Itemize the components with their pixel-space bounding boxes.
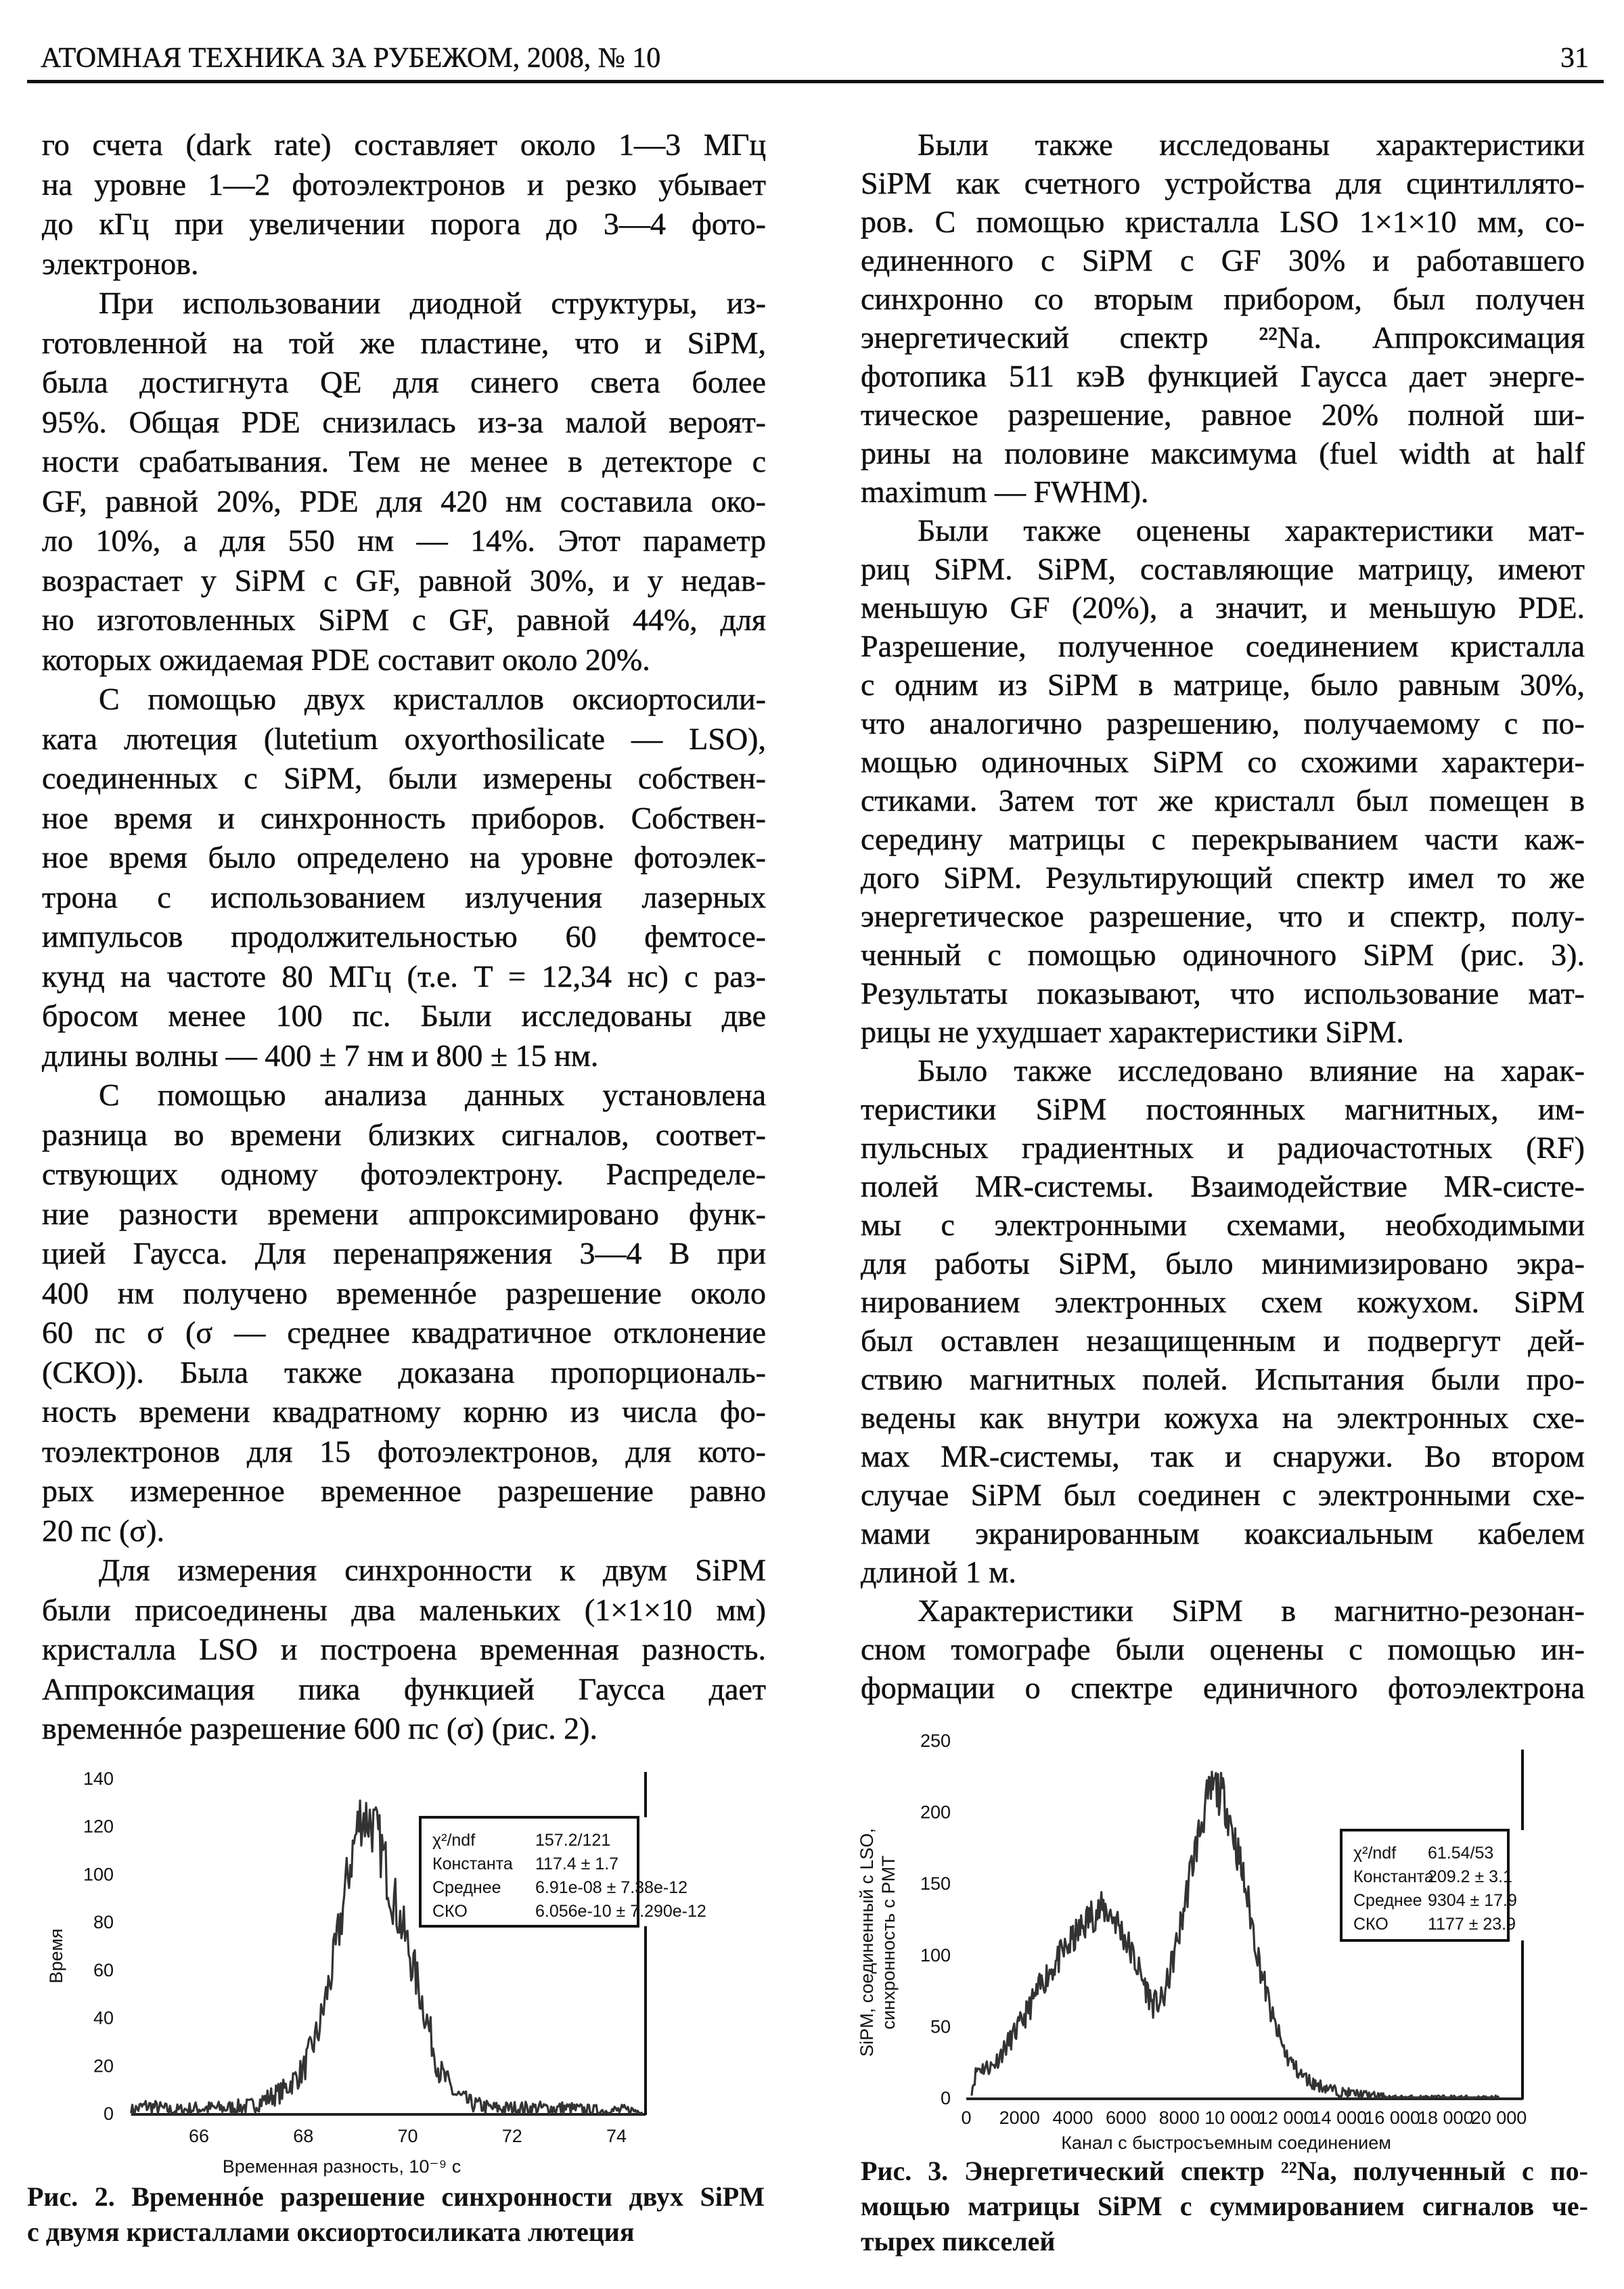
text-line: Аппроксимация пика функцией Гаусса дает	[42, 1671, 766, 1706]
text-line: Были также оценены характеристики мат-	[918, 513, 1585, 548]
text-line: ность времени квадратному корню из числа фо-	[42, 1394, 766, 1429]
text-line: для работы SiPM, было минимизировано экра-	[861, 1246, 1585, 1281]
x-axis-title: Временная разность, 10⁻⁹ с	[222, 2156, 461, 2177]
x-tick-label: 6000	[1106, 2108, 1147, 2128]
y-tick-label: 20	[93, 2055, 114, 2076]
text-line: дого SiPM. Результирующий спектр имел то же	[861, 860, 1585, 895]
x-tick-label: 20 000	[1470, 2108, 1527, 2128]
text-line: но изготовленных SiPM с GF, равной 44%, для	[42, 602, 766, 637]
text-line: ствующих одному фотоэлектрону. Распределе-	[42, 1157, 766, 1191]
fit-stat-label: χ²/ndf	[432, 1831, 476, 1850]
fit-stat-value: 209.2 ± 3.1	[1428, 1867, 1512, 1886]
x-axis-title: Канал с быстросъемным соединением	[1061, 2133, 1391, 2153]
fit-stat-label: Среднее	[432, 1878, 501, 1897]
text-line: го счета (dark rate) составляет около 1—3 МГц	[42, 127, 766, 162]
fit-stat-label: Среднее	[1353, 1891, 1422, 1910]
x-tick-label: 70	[397, 2126, 418, 2146]
caption-line: Рис. 3. Энергетический спектр ²²Na, полученный с по-	[861, 2156, 1588, 2186]
text-line: синхронно со вторым прибором, был получен	[861, 282, 1585, 316]
text-line: тоэлектронов для 15 фотоэлектронов, для кото-	[42, 1434, 766, 1469]
text-line: разница во времени близких сигналов, соответ-	[42, 1117, 766, 1152]
y-tick-label: 140	[83, 1769, 114, 1789]
text-line: Характеристики SiPM в магнитно-резонан-	[918, 1593, 1585, 1628]
x-tick-label: 8000	[1158, 2108, 1200, 2128]
page-number: 31	[1560, 43, 1589, 74]
text-line: Были также исследованы характеристики	[918, 127, 1585, 162]
figure-3-caption	[861, 2154, 1588, 2259]
text-line: ствию магнитных полей. Испытания были про-	[861, 1362, 1585, 1396]
text-line: мы с электронными схемами, необходимыми	[861, 1207, 1585, 1242]
text-line: которых ожидаемая PDE составит около 20%.	[42, 642, 650, 677]
text-line: кунд на частоте 80 МГц (т.е. T = 12,34 нс) с раз-	[42, 958, 766, 994]
text-line: кристалла LSO и построена временная разность.	[42, 1632, 766, 1666]
text-line: импульсов продолжительностью 60 фемтосе-	[42, 919, 766, 954]
text-line: был оставлен незащищенным и подвергут дей-	[861, 1323, 1585, 1358]
text-line: теристики SiPM постоянных магнитных, им-	[861, 1092, 1585, 1126]
text-line: GF, равной 20%, PDE для 420 нм составила око-	[42, 483, 766, 518]
text-line: Для измерения синхронности к двум SiPM	[99, 1553, 766, 1587]
figure-3-chart	[857, 1731, 1527, 2153]
text-line: энергетический спектр ²²Na. Аппроксимация	[861, 320, 1585, 355]
text-line: ное время и синхронность приборов. Собствен-	[42, 800, 766, 835]
text-line: 95%. Общая PDE снизилась из-за малой вероят-	[42, 404, 766, 439]
fit-stat-value: 9304 ± 17.9	[1428, 1891, 1517, 1910]
text-line: ров. С помощью кристалла LSO 1×1×10 мм, со-	[861, 204, 1585, 239]
text-line: 20 пс (σ).	[42, 1513, 164, 1548]
text-line: С помощью анализа данных установлена	[99, 1077, 766, 1112]
text-line: 60 пс σ (σ — среднее квадратичное отклонение	[42, 1315, 766, 1350]
y-tick-label: 50	[930, 2016, 951, 2037]
caption-line: мощью матрицы SiPM с суммированием сигналов че-	[861, 2191, 1588, 2221]
y-tick-label: 80	[93, 1912, 114, 1933]
text-line: мах MR-системы, так и снаружи. Во втором	[861, 1439, 1585, 1473]
y-axis-title: SiPM, соединенный с LSO,	[857, 1828, 877, 2057]
fit-stat-label: Константа	[1353, 1867, 1434, 1886]
x-tick-label: 72	[501, 2126, 522, 2146]
caption-line: тырех пикселей	[861, 2226, 1056, 2257]
fit-stat-label: СКО	[1353, 1915, 1389, 1934]
text-line: С помощью двух кристаллов оксиортосили-	[99, 682, 766, 716]
text-line: ведены как внутри кожуха на электронных схе-	[861, 1400, 1585, 1435]
text-line: была достигнута QE для синего света более	[42, 365, 766, 399]
text-line: нированием электронных схем кожухом. SiPM	[861, 1285, 1585, 1319]
fit-stat-label: СКО	[432, 1902, 468, 1921]
y-tick-label: 150	[920, 1873, 951, 1894]
fit-stat-value: 157.2/121	[535, 1831, 611, 1850]
y-tick-label: 120	[83, 1816, 114, 1837]
text-line: риц SiPM. SiPM, составляющие матрицу, имеют	[861, 552, 1585, 586]
y-tick-label: 60	[93, 1959, 114, 1980]
text-line: энергетическое разрешение, что и спектр, полу-	[861, 899, 1585, 933]
figure-2-caption	[27, 2179, 765, 2250]
text-line: стиками. Затем тот же кристалл был помещен в	[861, 783, 1585, 818]
x-tick-label: 16 000	[1364, 2108, 1420, 2128]
text-line: с одним из SiPM в матрице, было равным 30%,	[861, 667, 1585, 702]
text-line: мощью одиночных SiPM со схожими характери-	[861, 745, 1585, 779]
text-line: ло 10%, а для 550 нм — 14%. Этот параметр	[42, 523, 766, 558]
text-line: maximum — FWHM).	[861, 474, 1149, 509]
fit-stat-value: 1177 ± 23.9	[1428, 1915, 1516, 1934]
y-tick-label: 200	[920, 1802, 951, 1823]
fit-stat-value: 6.91e-08 ± 7.38e-12	[535, 1878, 687, 1897]
text-line: ние разности времени аппроксимировано функ-	[42, 1196, 766, 1231]
text-line: случае SiPM был соединен с электронными схе-	[861, 1477, 1585, 1512]
text-line: рины на половине максимума (fuel width at half	[861, 436, 1585, 470]
fit-stat-value: 117.4 ± 1.7	[535, 1854, 619, 1873]
text-line: тическое разрешение, равное 20% полной ши-	[861, 397, 1585, 432]
fit-stat-value: 61.54/53	[1428, 1844, 1494, 1863]
text-line: рицы не ухудшает характеристики SiPM.	[861, 1015, 1404, 1049]
text-line: что аналогично разрешению, получаемому с по-	[861, 706, 1585, 740]
text-line: трона с использованием излучения лазерных	[42, 879, 766, 914]
text-line: меньшую GF (20%), а значит, и меньшую PDE.	[861, 590, 1585, 625]
y-tick-label: 100	[920, 1944, 951, 1965]
y-tick-label: 0	[103, 2104, 114, 2124]
fit-stat-label: Константа	[432, 1854, 513, 1873]
text-line: длиной 1 м.	[861, 1555, 1016, 1589]
x-tick-label: 74	[606, 2126, 627, 2146]
y-tick-label: 100	[83, 1864, 114, 1885]
text-line: ката лютеция (lutetium oxyorthosilicate — LSO),	[42, 721, 766, 756]
x-tick-label: 2000	[999, 2108, 1040, 2128]
y-axis-title: Время	[46, 1928, 66, 1984]
text-line: SiPM как счетного устройства для сцинтиллято-	[861, 166, 1585, 200]
x-tick-label: 14 000	[1311, 2108, 1368, 2128]
text-line: фотопика 511 кэВ функцией Гаусса дает энерге-	[861, 359, 1585, 393]
y-axis-title: синхронность с PMT	[878, 1855, 899, 2030]
x-tick-label: 18 000	[1418, 2108, 1474, 2128]
figure-2-chart	[46, 1769, 706, 2177]
text-line: ное время было определено на уровне фотоэлек-	[42, 840, 766, 874]
x-tick-label: 10 000	[1204, 2108, 1261, 2128]
text-line: При использовании диодной структуры, из-	[99, 286, 766, 320]
y-tick-label: 40	[93, 2007, 114, 2028]
x-tick-label: 66	[188, 2126, 210, 2146]
text-line: Было также исследовано влияние на харак-	[918, 1053, 1585, 1088]
journal-header: АТОМНАЯ ТЕХНИКА ЗА РУБЕЖОМ, 2008, № 10	[41, 43, 661, 74]
text-line: Результаты показывают, что использование мат-	[861, 976, 1585, 1010]
text-line: рых измеренное временное разрешение равно	[42, 1473, 766, 1508]
caption-line: Рис. 2. Временнóе разрешение синхронности двух SiPM	[27, 2181, 765, 2212]
text-line: возрастает у SiPM с GF, равной 30%, и у недав-	[42, 562, 766, 598]
text-line: мами экранированным коаксиальным кабелем	[861, 1516, 1585, 1551]
y-tick-label: 250	[920, 1731, 951, 1751]
text-line: временнóе разрешение 600 пс (σ) (рис. 2).	[42, 1711, 597, 1746]
text-line: до кГц при увеличении порога до 3—4 фото-	[42, 206, 766, 241]
text-line: сном томографе были оценены с помощью ин-	[861, 1632, 1585, 1666]
text-line: формации о спектре единичного фотоэлектрона	[861, 1670, 1585, 1705]
fit-stat-value: 6.056e-10 ± 7.290e-12	[535, 1902, 706, 1921]
text-line: ности срабатывания. Тем не менее в детекторе с	[42, 444, 766, 479]
text-line: 400 нм получено временнóе разрешение около	[42, 1275, 766, 1310]
text-line: соединенных с SiPM, были измерены собствен-	[42, 761, 766, 795]
text-line: готовленной на той же пластине, что и SiPM,	[42, 325, 766, 360]
text-line: бросом менее 100 пс. Были исследованы две	[42, 998, 766, 1033]
x-tick-label: 4000	[1052, 2108, 1093, 2128]
text-line: цией Гаусса. Для перенапряжения 3—4 В при	[42, 1236, 766, 1270]
text-line: пульсных градиентных и радиочастотных (RF)	[861, 1130, 1585, 1165]
y-tick-label: 0	[940, 2088, 951, 2108]
text-line: Разрешение, полученное соединением кристалла	[861, 629, 1585, 663]
text-line: электронов.	[42, 246, 199, 281]
text-line: полей MR-системы. Взаимодействие MR-систе-	[861, 1169, 1585, 1203]
x-tick-label: 12 000	[1257, 2108, 1314, 2128]
text-line: середину матрицы с перекрыванием части каж-	[861, 822, 1585, 856]
text-line: на уровне 1—2 фотоэлектронов и резко убывает	[42, 166, 766, 202]
x-tick-label: 68	[293, 2126, 314, 2146]
caption-line: с двумя кристаллами оксиортосиликата лютеция	[27, 2217, 635, 2247]
text-line: (СКО)). Была также доказана пропорциональ-	[42, 1354, 766, 1390]
text-line: ченный с помощью одиночного SiPM (рис. 3).	[861, 937, 1585, 972]
text-line: были присоединены два маленьких (1×1×10 мм)	[42, 1592, 766, 1627]
text-line: длины волны — 400 ± 7 нм и 800 ± 15 нм.	[42, 1038, 599, 1073]
text-line: единенного с SiPM с GF 30% и работавшего	[861, 243, 1585, 277]
fit-stat-label: χ²/ndf	[1353, 1844, 1397, 1863]
x-tick-label: 0	[961, 2108, 972, 2128]
